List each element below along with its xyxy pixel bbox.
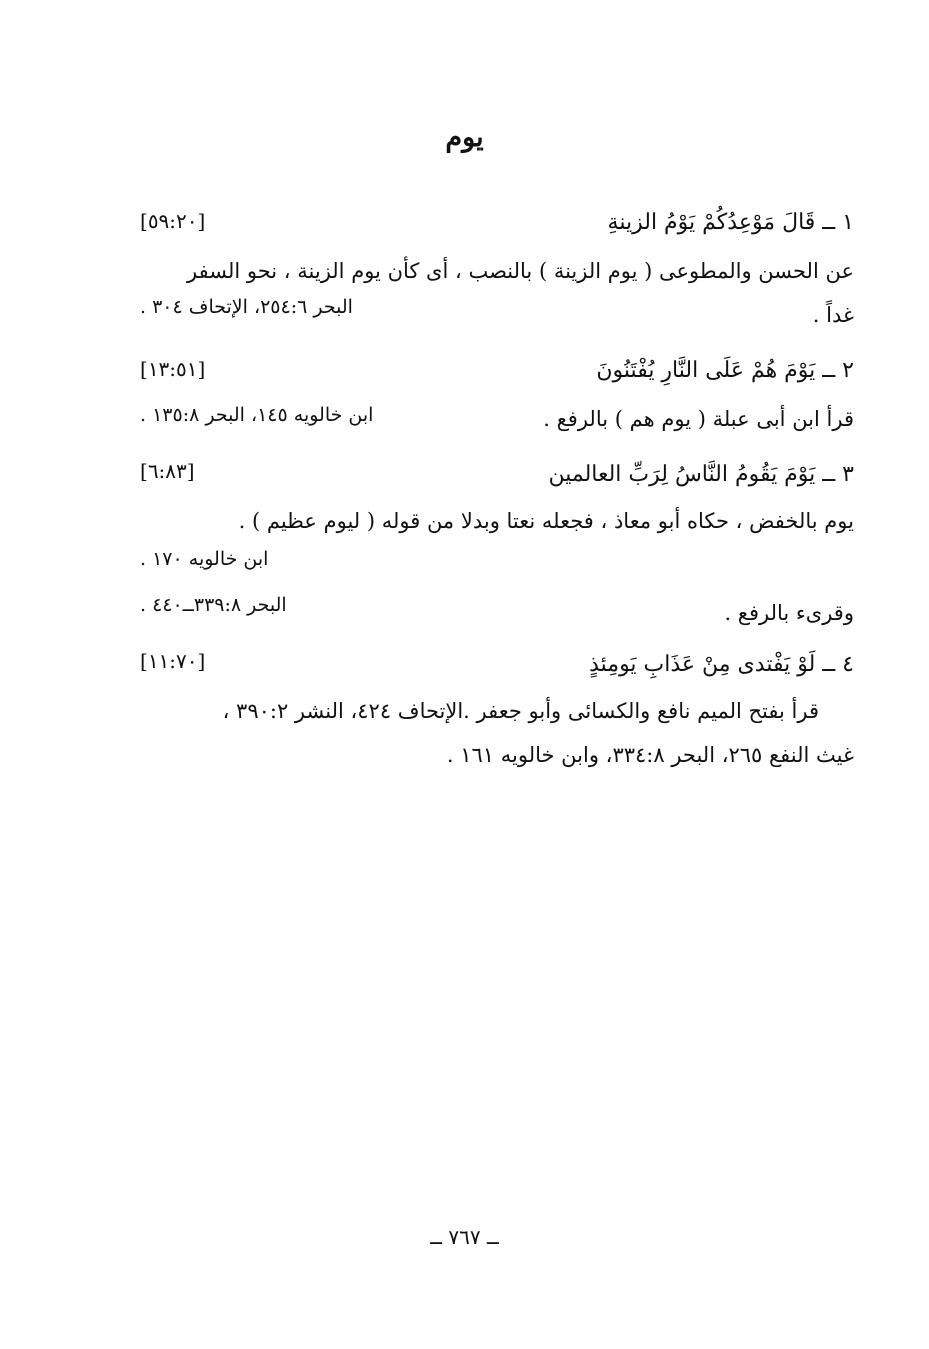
- entry-1-reference: [٥٩:٢٠]: [140, 209, 206, 233]
- entry-3-verse: ٣ ــ يَوْمَ يَقُومُ النَّاسُ لِرَبِّ العالمين: [548, 462, 854, 487]
- entry-3-citation: البحر ٣٣٩:٨ــ٤٤٠ .: [140, 594, 287, 616]
- entry-1-verse: ١ ــ قَالَ مَوْعِدُكُمْ يَوْمُ الزينةِ: [607, 210, 854, 235]
- entry-2-reference: [١٣:٥١]: [140, 357, 206, 381]
- entry-3-text-line-2: ابن خالويه ١٧٠ .: [140, 548, 269, 570]
- page-title: يوم: [445, 122, 484, 153]
- entry-3-text-line-3: وقرىء بالرفع .: [724, 601, 854, 625]
- entry-1-text-line-1: عن الحسن والمطوعى ( يوم الزينة ) بالنصب ، أى كأن يوم الزينة ، نحو السفر: [187, 259, 854, 283]
- page-number: ــ ٧٦٧ ــ: [430, 1225, 499, 1249]
- entry-2-verse: ٢ ــ يَوْمَ هُمْ عَلَى النَّارِ يُفْتَنُونَ: [596, 358, 854, 383]
- entry-2-citation: ابن خالويه ١٤٥، البحر ١٣٥:٨ .: [140, 404, 374, 426]
- entry-1-citation: البحر ٢٥٤:٦، الإتحاف ٣٠٤ .: [140, 296, 353, 318]
- entry-4-reference: [١١:٧٠]: [140, 649, 206, 673]
- entry-1-text-line-2: غداً .: [812, 303, 854, 327]
- entry-4-text-line-2: غيث النفع ٢٦٥، البحر ٣٣٤:٨، وابن خالويه ١٦١ .: [446, 743, 854, 767]
- entry-4-text-line-1: قرأ بفتح الميم نافع والكسائى وأبو جعفر .الإتحاف ٤٢٤، النشر ٣٩٠:٢ ،: [222, 699, 819, 723]
- entry-3-reference: [٦:٨٣]: [140, 459, 195, 483]
- entry-3-text-line-1: يوم بالخفض ، حكاه أبو معاذ ، فجعله نعتا وبدلا من قوله ( ليوم عظيم ) .: [238, 509, 854, 533]
- entry-2-text-line-1: قرأ ابن أبى عبلة ( يوم هم ) بالرفع .: [543, 407, 854, 431]
- entry-4-verse: ٤ ــ لَوْ يَفْتدى مِنْ عَذَابِ يَومِئذٍ: [589, 652, 854, 677]
